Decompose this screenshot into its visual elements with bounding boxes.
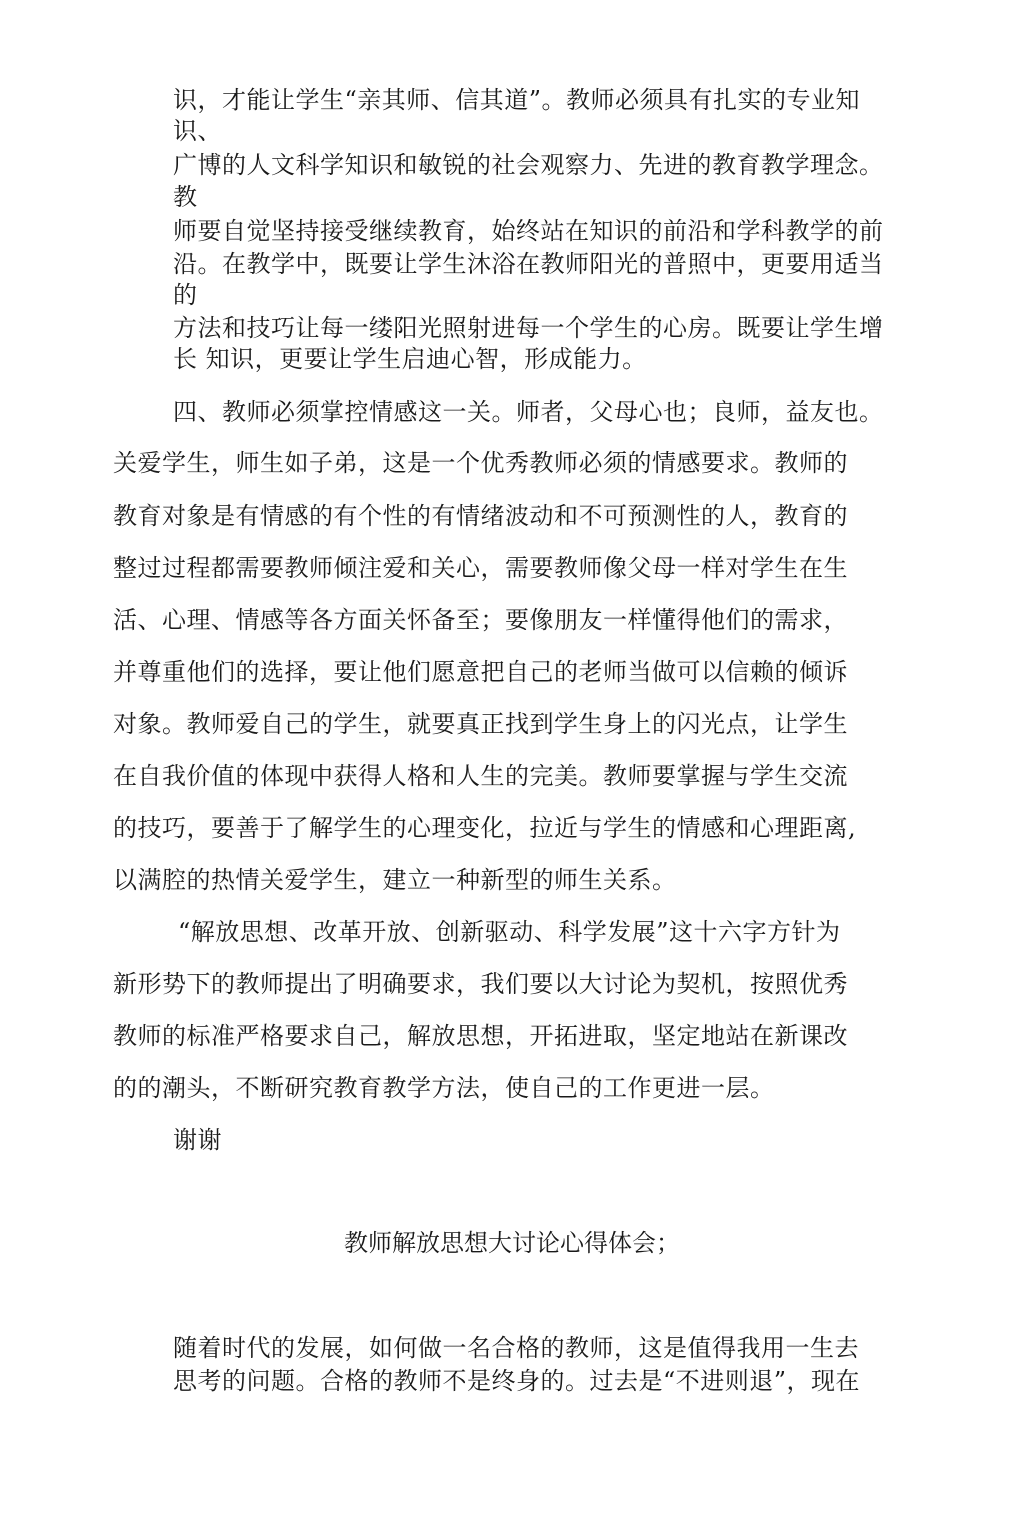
text-line: 教育对象是有情感的有个性的有情绪波动和不可预测性的人，教育的 — [113, 502, 848, 530]
text-line: 长 知识，更要让学生启迪心智，形成能力。 — [173, 345, 647, 373]
text-line: 四、教师必须掌控情感这一关。师者，父母心也；良师，益友也。 — [173, 398, 884, 426]
text-line: 随着时代的发展，如何做一名合格的教师，这是值得我用一生去 — [173, 1334, 859, 1362]
text-line: 识，才能让学生“亲其师、信其道”。教师必须具有扎实的专业知 — [173, 86, 861, 114]
text-line: 活、心理、情感等各方面关怀备至；要像朋友一样懂得他们的需求， — [113, 606, 848, 634]
closing-text: 谢谢 — [173, 1126, 222, 1154]
text-line: 的的潮头，不断研究教育教学方法，使自己的工作更进一层。 — [113, 1074, 775, 1102]
text-line: 并尊重他们的选择，要让他们愿意把自己的老师当做可以信赖的倾诉 — [113, 658, 848, 686]
text-line: 思考的问题。合格的教师不是终身的。过去是“不进则退”，现在 — [173, 1367, 861, 1395]
text-line: 新形势下的教师提出了明确要求，我们要以大讨论为契机，按照优秀 — [113, 970, 848, 998]
text-line: 以满腔的热情关爱学生，建立一种新型的师生关系。 — [113, 866, 677, 894]
text-line: 师要自觉坚持接受继续教育，始终站在知识的前沿和学科教学的前 — [173, 217, 884, 245]
text-line: 对象。教师爱自己的学生，就要真正找到学生身上的闪光点，让学生 — [113, 710, 848, 738]
text-line: 关爱学生，师生如子弟，这是一个优秀教师必须的情感要求。教师的 — [113, 449, 848, 477]
text-line: 广博的人文科学知识和敏锐的社会观察力、先进的教育教学理念。 — [173, 151, 884, 179]
text-line: 的技巧，要善于了解学生的心理变化，拉近与学生的情感和心理距离, — [113, 814, 857, 842]
text-line: 的 — [173, 281, 198, 309]
text-line: 教师的标准严格要求自己，解放思想，开拓进取，坚定地站在新课改 — [113, 1022, 848, 1050]
text-line: “解放思想、改革开放、创新驱动、科学发展”这十六字方针为 — [178, 918, 841, 946]
text-line: 方法和技巧让每一缕阳光照射进每一个学生的心房。既要让学生增 — [173, 314, 884, 342]
text-line: 在自我价值的体现中获得人格和人生的完美。教师要掌握与学生交流 — [113, 762, 848, 790]
text-line: 教 — [173, 183, 198, 211]
text-line: 整过过程都需要教师倾注爱和关心，需要教师像父母一样对学生在生 — [113, 554, 848, 582]
text-line: 沿。在教学中，既要让学生沐浴在教师阳光的普照中，更要用适当 — [173, 250, 884, 278]
text-line: 识、 — [173, 117, 222, 145]
section-title: 教师解放思想大讨论心得体会； — [344, 1229, 680, 1257]
